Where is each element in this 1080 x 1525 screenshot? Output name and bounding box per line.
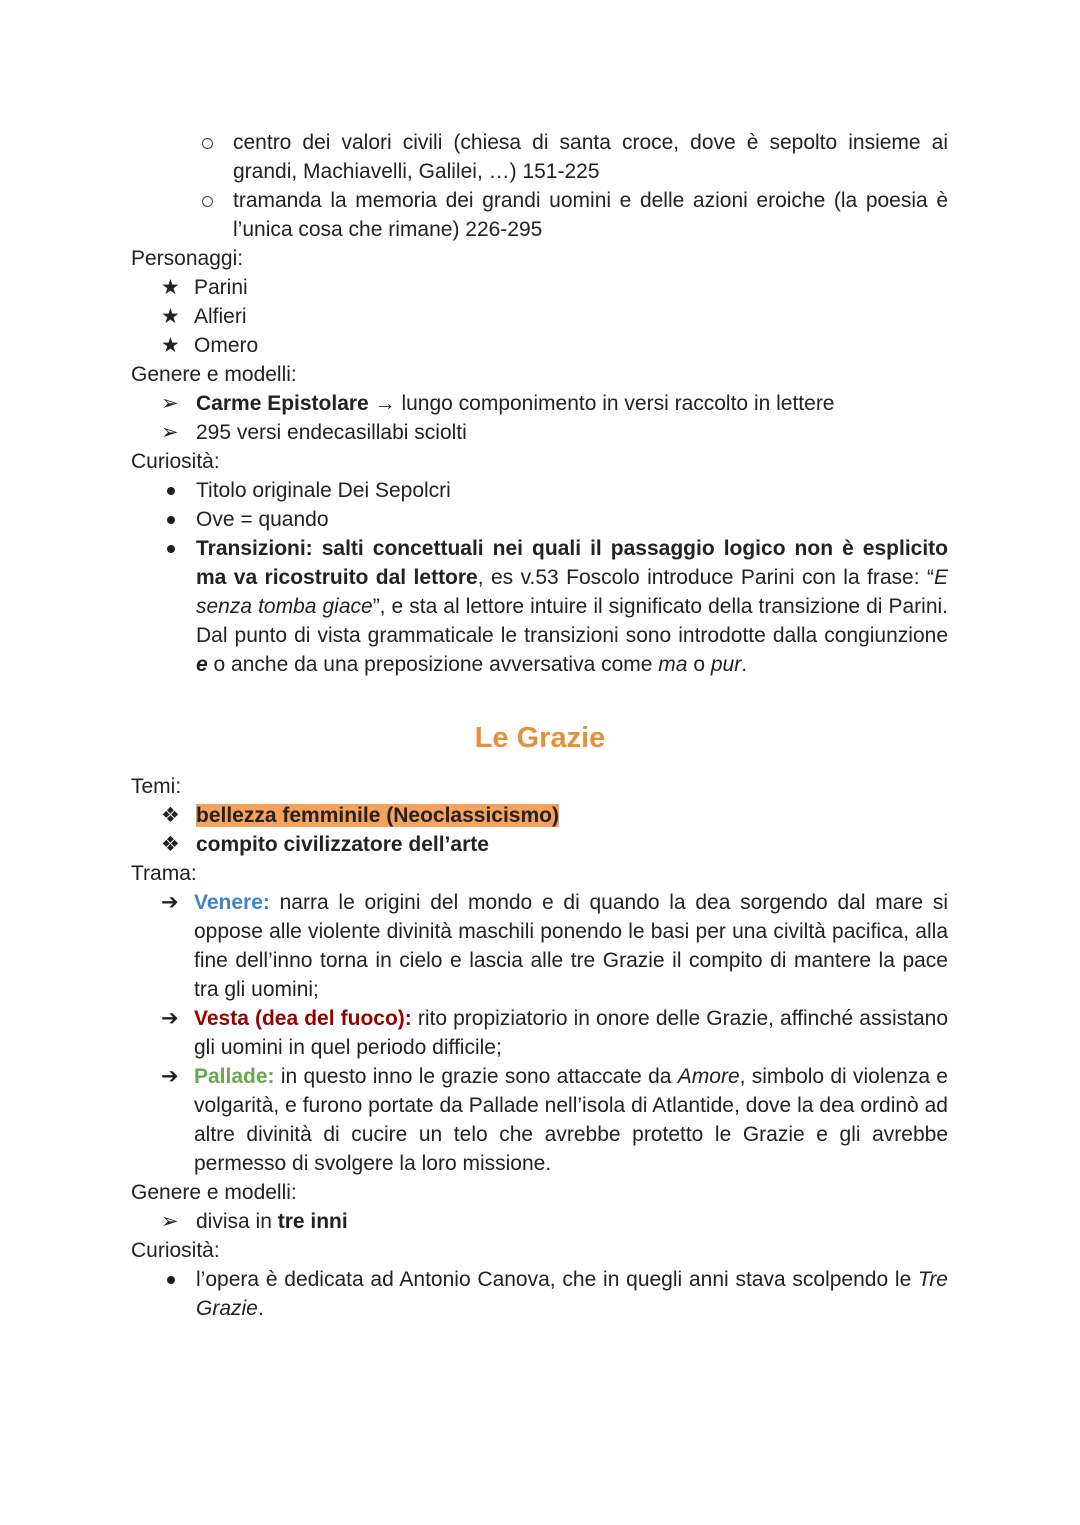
- personaggi-list: [0, 273, 1080, 360]
- list-item: ❖ compito civilizzatore dell’arte: [196, 830, 948, 859]
- curiosita-label-grazie: Curiosità:: [131, 1239, 220, 1262]
- list-item: centro dei valori civili (chiesa di santa croce, dove è sepolto insieme ai grandi, Machiavelli, Galilei, …) 151-225: [233, 128, 948, 186]
- valori-list: [0, 128, 1080, 244]
- list-item: ❖ bellezza femminile (Neoclassicismo): [196, 801, 948, 830]
- diamond-bullet-icon: ❖: [161, 833, 180, 856]
- list-item: Transizioni: salti concettuali nei quali il passaggio logico non è esplicito ma va ricostruito dal lettore, es v.53 Foscolo introduce Parini con la frase: “E senza tomba giace”, e sta al lettore intuire il significato della transizione di Parini. Dal punto di vista grammaticale le transizioni sono introdotte dalla congiunzione e o anche da una preposizione avversativa come ma o pur.: [196, 534, 948, 679]
- list-item: ★ Parini: [194, 273, 948, 302]
- star-bullet-icon: ★: [161, 305, 180, 328]
- list-item: ➔ Vesta (dea del fuoco): rito propiziatorio in onore delle Grazie, affinché assistano gli uomini in quel periodo difficile;: [194, 1004, 948, 1062]
- genere-label-grazie: Genere e modelli:: [131, 1181, 297, 1204]
- dot-bullet-icon: [167, 545, 175, 553]
- right-arrow-icon: →: [374, 392, 396, 415]
- document-page: [0, 128, 1080, 1323]
- dot-bullet-icon: [167, 516, 175, 524]
- arrowhead-bullet-icon: ➢: [161, 421, 179, 444]
- arrowhead-bullet-icon: ➢: [161, 1210, 179, 1233]
- genere-list: [0, 389, 1080, 447]
- personaggi-label: Personaggi:: [131, 247, 244, 270]
- list-item: ➔ Venere: narra le origini del mondo e di quando la dea sorgendo dal mare si oppose alle violente divinità maschili ponendo le basi per una civiltà pacifica, alla fine dell’inno torna in cielo e lascia alle tre Grazie il compito di mantere la pace tra gli uomini;: [194, 888, 948, 1004]
- dot-bullet-icon: [167, 1276, 175, 1284]
- diamond-bullet-icon: ❖: [161, 804, 180, 827]
- temi-list: [0, 801, 1080, 859]
- trama-label: Trama:: [131, 862, 197, 885]
- list-item: l’opera è dedicata ad Antonio Canova, che in quegli anni stava scolpendo le Tre Grazie.: [196, 1265, 948, 1323]
- arrowhead-bullet-icon: ➢: [161, 392, 179, 415]
- hollow-circle-bullet-icon: [202, 196, 213, 207]
- curiosita-label: Curiosità:: [131, 450, 220, 473]
- list-item: tramanda la memoria dei grandi uomini e delle azioni eroiche (la poesia è l’unica cosa che rimane) 226-295: [233, 186, 948, 244]
- list-item: ➢ Carme Epistolare → lungo componimento in versi raccolto in lettere: [196, 389, 948, 418]
- genere-label: Genere e modelli:: [131, 363, 297, 386]
- list-item: ➔ Pallade: in questo inno le grazie sono attaccate da Amore, simbolo di violenza e volgarità, e furono portate da Pallade nell’isola di Atlantide, dove la dea ordinò ad altre divinità di cucire un telo che avrebbe protetto le Grazie e gli avrebbe permesso di svolgere la loro missione.: [194, 1062, 948, 1178]
- list-item: ➢ divisa in tre inni: [196, 1207, 948, 1236]
- dot-bullet-icon: [167, 487, 175, 495]
- list-item: Titolo originale Dei Sepolcri: [196, 476, 948, 505]
- arrow-bullet-icon: ➔: [161, 1065, 179, 1088]
- hollow-circle-bullet-icon: [202, 138, 213, 149]
- curiosita-list-grazie: [0, 1265, 1080, 1323]
- list-item: Ove = quando: [196, 505, 948, 534]
- section-title: Le Grazie: [474, 722, 606, 754]
- list-item: ★ Alfieri: [194, 302, 948, 331]
- star-bullet-icon: ★: [161, 276, 180, 299]
- genere-list-grazie: [0, 1207, 1080, 1236]
- trama-list: [0, 888, 1080, 1178]
- curiosita-list: [0, 476, 1080, 679]
- arrow-bullet-icon: ➔: [161, 1007, 179, 1030]
- star-bullet-icon: ★: [161, 334, 180, 357]
- temi-label: Temi:: [131, 775, 182, 798]
- arrow-bullet-icon: ➔: [161, 891, 179, 914]
- list-item: ★ Omero: [194, 331, 948, 360]
- list-item: ➢ 295 versi endecasillabi sciolti: [196, 418, 948, 447]
